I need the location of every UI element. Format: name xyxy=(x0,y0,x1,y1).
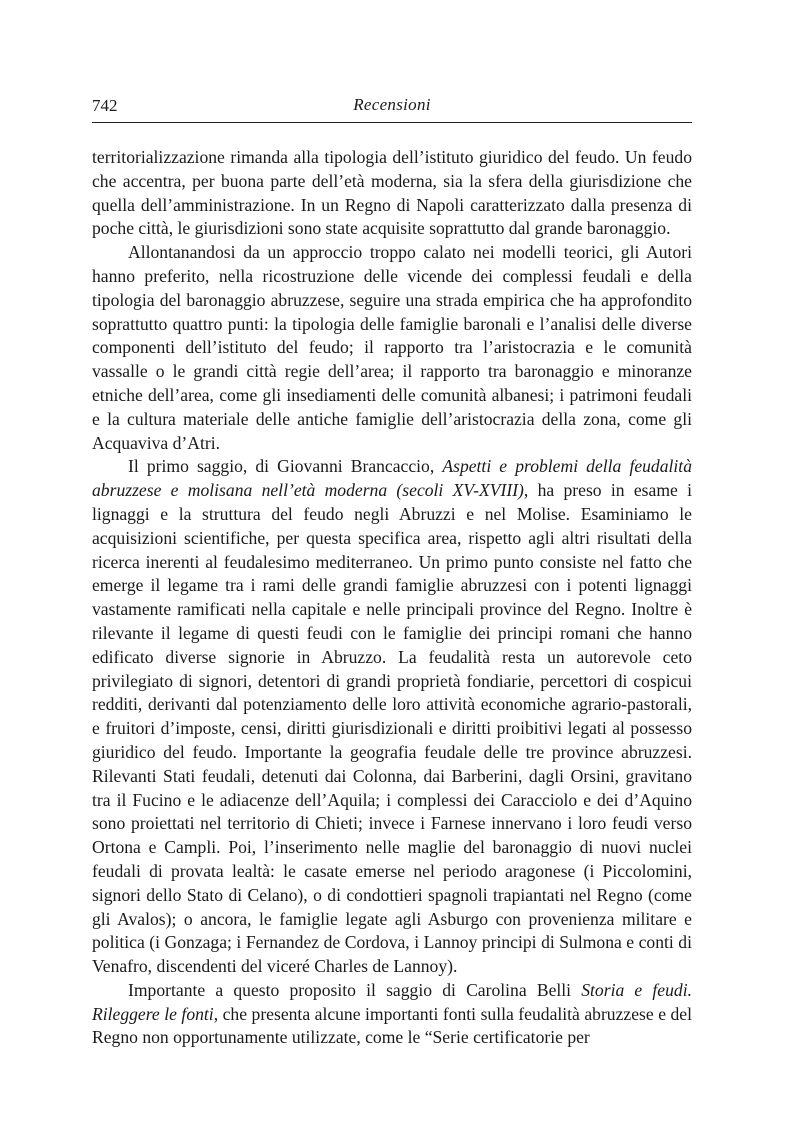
paragraph-3-text-before: Il primo saggio, di Giovanni Brancaccio, xyxy=(128,456,443,477)
paragraph-1: territorializzazione rimanda alla tipologia dell’istituto giuridico del feudo. Un feudo che accentra, per buona parte dell’età moderna, sia la sfera della giurisdizione che quella dell’amministrazione. In un Regno di Napoli caratterizzato dalla presenza di poche città, le giurisdizioni sono state acquisite soprattutto dal grande baronaggio. xyxy=(92,147,692,239)
body-text xyxy=(92,146,692,1050)
running-title: Recensioni xyxy=(353,95,431,114)
paragraph-4-text-after: , che presenta alcune importanti fonti sulla feudalità abruzzese e del Regno non opportunamente utilizzate, come le “Serie certificatorie per xyxy=(92,1003,692,1048)
paragraph-2: Allontanandosi da un approccio troppo calato nei modelli teorici, gli Autori hanno preferito, nella ricostruzione delle vicende dei complessi feudali e della tipologia del baronaggio abruzzese, seguire una strada empirica che ha approfondito soprattutto quattro punti: la tipologia delle famiglie baronali e l’analisi delle diverse componenti dell’istituto del feudo; il rapporto tra l’aristocrazia e le comunità vassalle o le grandi città regie dell’area; il rapporto tra baronaggio e minoranze etniche dell’area, come gli insediamenti delle comunità albanesi; i patrimoni feudali e la cultura materiale delle antiche famiglie dell’aristocrazia della zona, come gli Acquaviva d’Atri. xyxy=(92,242,692,453)
page-number: 742 xyxy=(92,96,118,115)
paragraph-4-text-before: Importante a questo proposito il saggio di Carolina Belli xyxy=(128,979,582,1000)
paragraph-3-essay-title: Aspetti e problemi della feudalità abruzzese e molisana nell’età moderna (secoli XV-XVIII) xyxy=(92,456,692,501)
paragraph-4 xyxy=(92,979,692,1050)
paragraph-4-essay-title: Storia e feudi. Rileggere le fonti xyxy=(92,979,692,1024)
paragraph-3 xyxy=(92,455,692,979)
page-header xyxy=(92,92,692,123)
paragraph-3-text-after: , ha preso in esame i lignaggi e la struttura del feudo negli Abruzzi e nel Molise. Esaminiamo le acquisizioni scientifiche, per questa specifica area, rispetto agli altri risultati della ricerca inerenti al feudalesimo mediterraneo. Un primo punto consiste nel fatto che emerge il legame tra i rami delle grandi famiglie abruzzesi con i potenti lignaggi vastamente ramificati nella capitale e nelle principali province del Regno. Inoltre è rilevante il legame di questi feudi con le famiglie dei principi romani che hanno edificato diverse signorie in Abruzzo. La feudalità resta un autorevole ceto privilegiato di signori, detentori di grandi proprietà fondiarie, percettori di cospicui redditi, derivanti dal potenziamento delle loro attività economiche agrario-pastorali, e fruitori d’imposte, censi, diritti giurisdizionali e diritti proibitivi legati al possesso giuridico del feudo. Importante la geografia feudale delle tre province abruzzesi. Rilevanti Stati feudali, detenuti dai Colonna, dai Barberini, dagli Orsini, gravitano tra il Fucino e le adiacenze dell’Aquila; i complessi dei Caracciolo e dei d’Aquino sono proiettati nel territorio di Chieti; invece i Farnese innervano i loro feudi verso Ortona e Campli. Poi, l’inserimento nelle maglie del baronaggio di nuovi nuclei feudali di provata lealtà: le casate emerse nel periodo aragonese (i Piccolomini, signori dello Stato di Celano), o di condottieri spagnoli trapiantati nel Regno (come gli Avalos); o ancora, le famiglie legate agli Asburgo con provenienza militare e politica (i Gonzaga; i Fernandez de Cordova, i Lannoy principi di Sulmona e conti di Venafro, discendenti del viceré Charles de Lannoy). xyxy=(92,480,692,977)
